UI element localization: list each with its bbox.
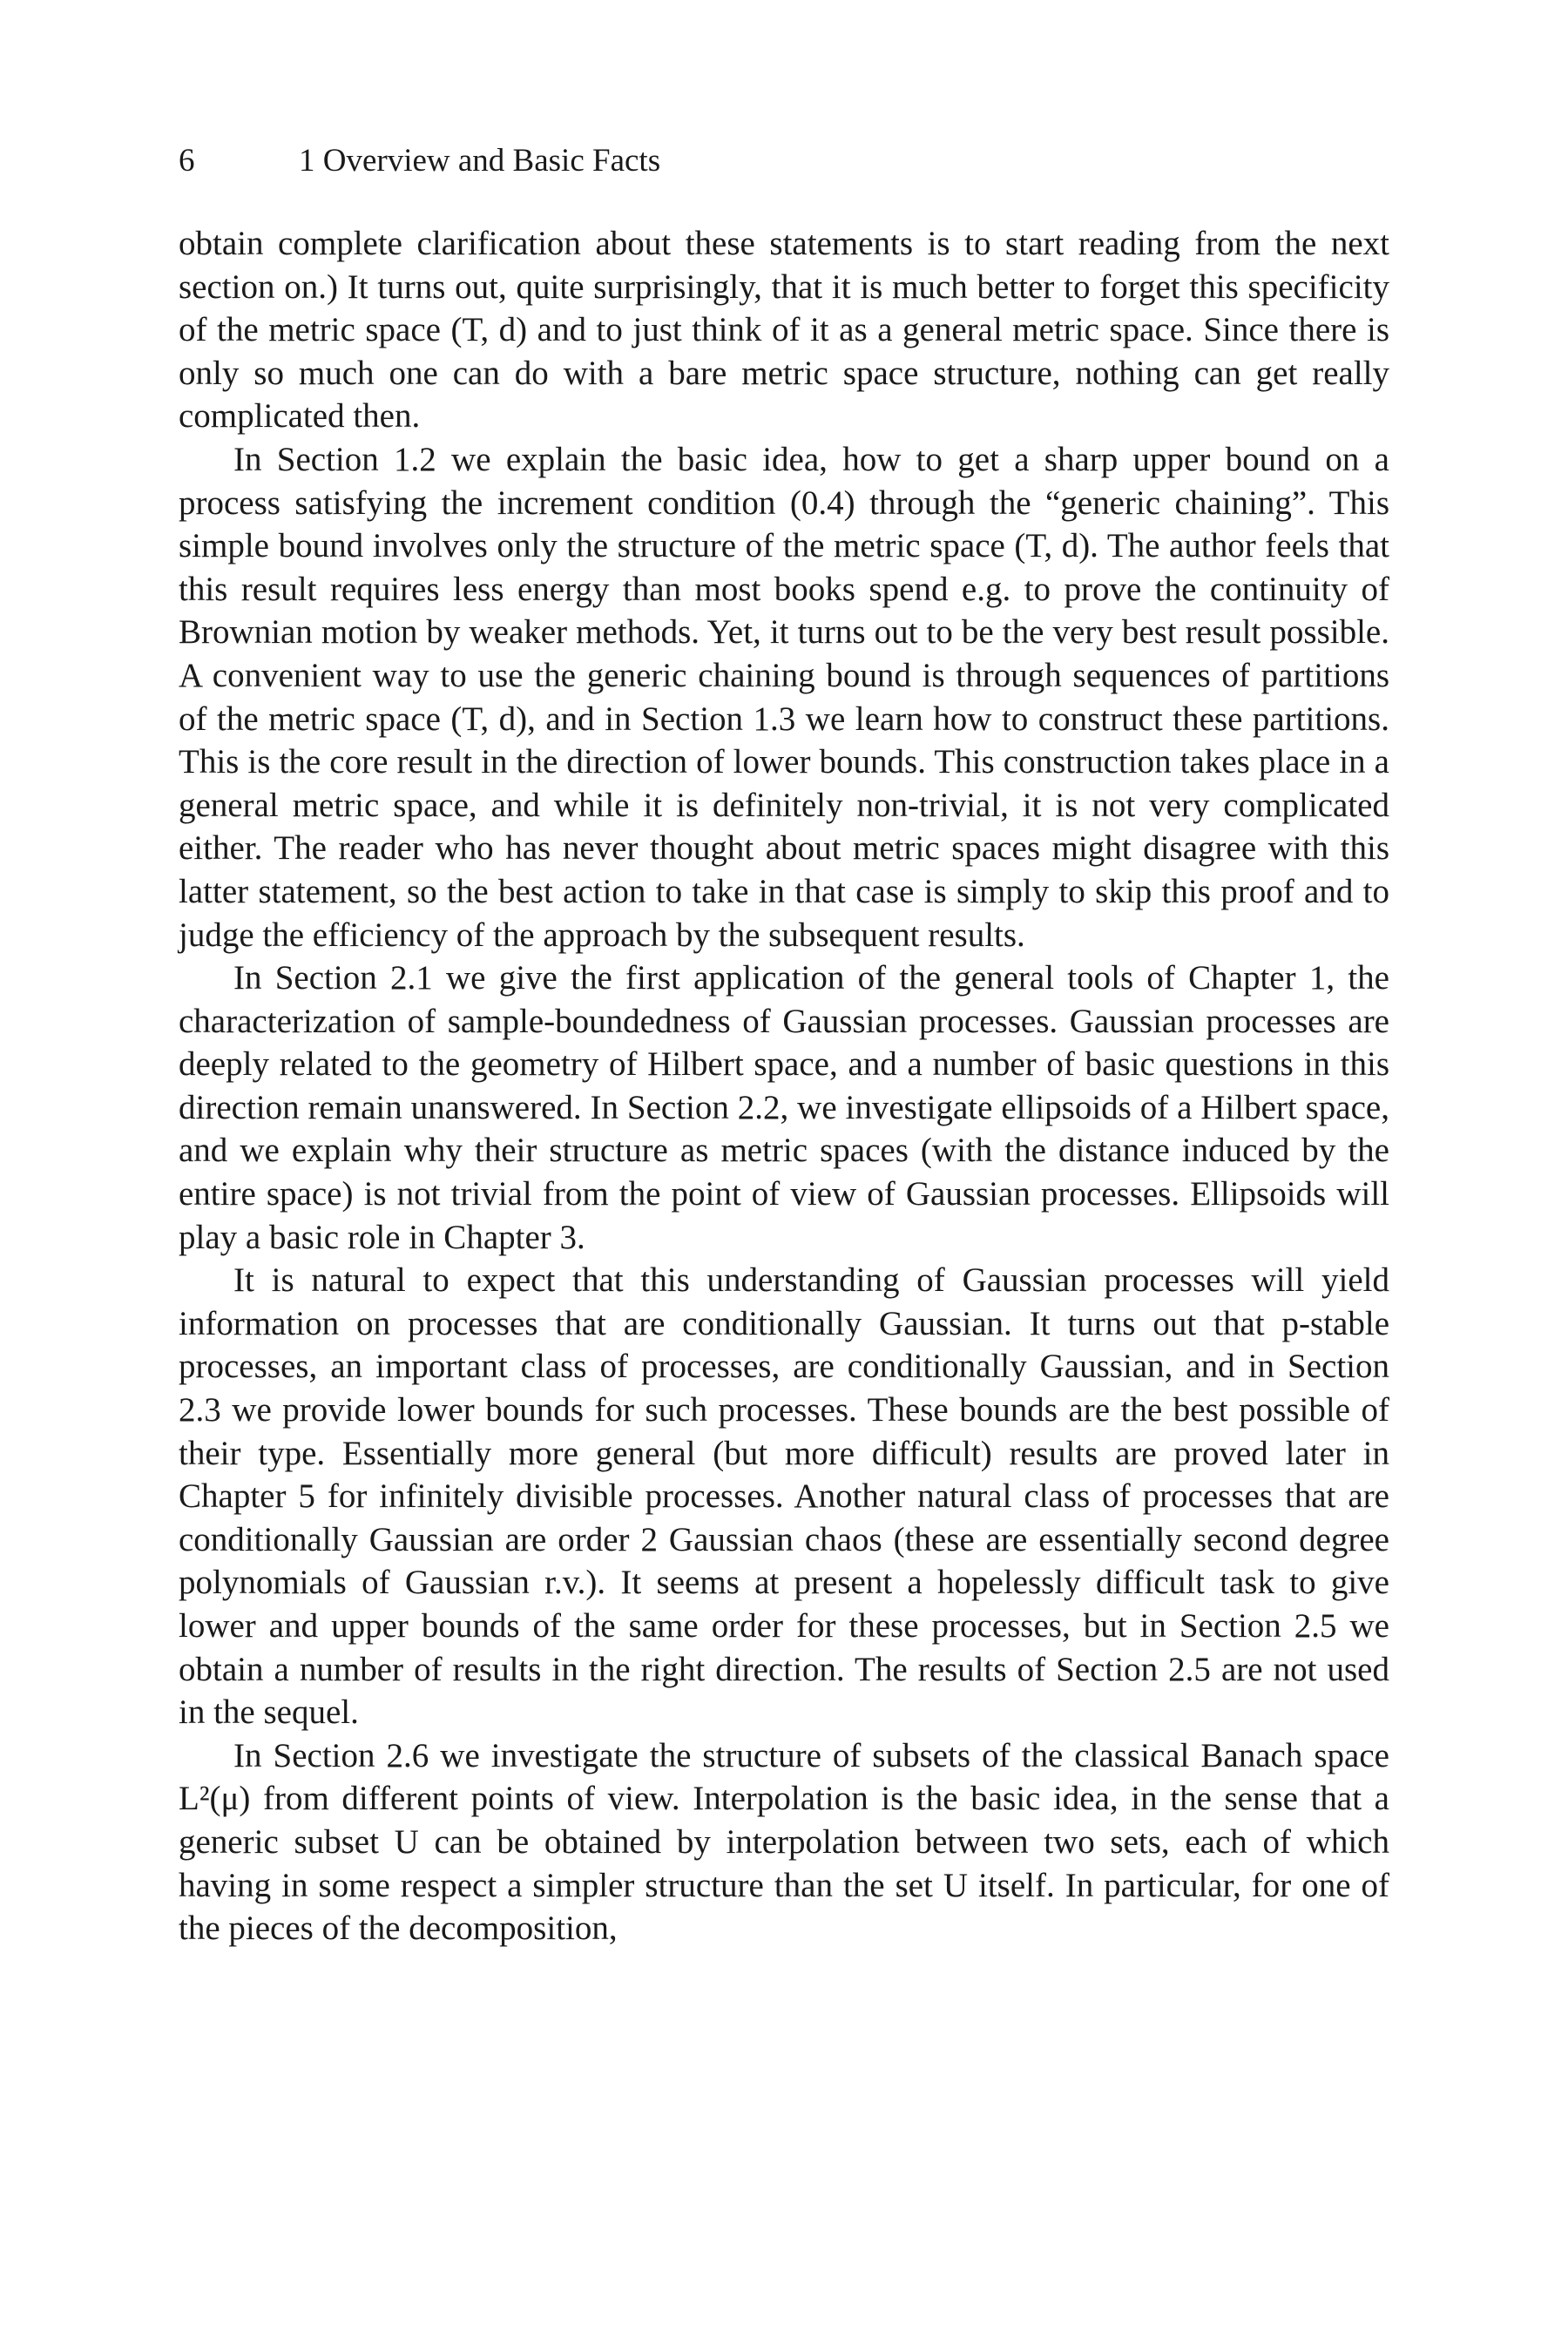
running-head [179,142,1389,180]
paragraph-5: In Section 2.6 we investigate the structure of subsets of the classical Banach space L²(μ) from different points of view. Interpolation is the basic idea, in the sense that a generic subset U can be obtained by interpolation between two sets, each of which having in some respect a simpler structure than the set U itself. In particular, for one of the pieces of the decomposition, [179,1736,1389,1948]
paragraph-1: obtain complete clarification about these statements is to start reading from the next section on.) It turns out, quite surprisingly, that it is much better to forget this specificity of the metric space (T, d) and to just think of it as a general metric space. Since there is only so much one can do with a bare metric space structure, nothing can get really complicated then. [179,225,1389,436]
paragraph-2: In Section 1.2 we explain the basic idea, how to get a sharp upper bound on a process satisfying the increment condition (0.4) through the “generic chaining”. This simple bound involves only the structure of the metric space (T, d). The author feels that this result requires less energy than most books spend e.g. to prove the continuity of Brownian motion by weaker methods. Yet, it turns out to be the very best result possible. A convenient way to use the generic chaining bound is through sequences of partitions of the metric space (T, d), and in Section 1.3 we learn how to construct these partitions. This is the core result in the direction of lower bounds. This construction takes place in a general metric space, and while it is definitely non-trivial, it is not very complicated either. The reader who has never thought about metric spaces might disagree with this latter statement, so the best action to take in that case is simply to skip this proof and to judge the efficiency of the approach by the subsequent results. [179,440,1389,954]
body-text [179,222,1389,1950]
page-number: 6 [179,143,195,179]
paragraph-4: It is natural to expect that this understanding of Gaussian processes will yield information on processes that are conditionally Gaussian. It turns out that p-stable processes, an important class of processes, are conditionally Gaussian, and in Section 2.3 we provide lower bounds for such processes. These bounds are the best possible of their type. Essentially more general (but more difficult) results are proved later in Chapter 5 for infinitely divisible processes. Another natural class of processes that are conditionally Gaussian are order 2 Gaussian chaos (these are essentially second degree polynomials of Gaussian r.v.). It seems at present a hopelessly difficult task to give lower and upper bounds of the same order for these processes, but in Section 2.5 we obtain a number of results in the right direction. The results of Section 2.5 are not used in the sequel. [179,1261,1389,1732]
chapter-title: 1 Overview and Basic Facts [299,143,661,179]
paragraph-3: In Section 2.1 we give the first application of the general tools of Chapter 1, the characterization of sample-boundedness of Gaussian processes. Gaussian processes are deeply related to the geometry of Hilbert space, and a number of basic questions in this direction remain unanswered. In Section 2.2, we investigate ellipsoids of a Hilbert space, and we explain why their structure as metric spaces (with the distance induced by the entire space) is not trivial from the point of view of Gaussian processes. Ellipsoids will play a basic role in Chapter 3. [179,959,1389,1256]
